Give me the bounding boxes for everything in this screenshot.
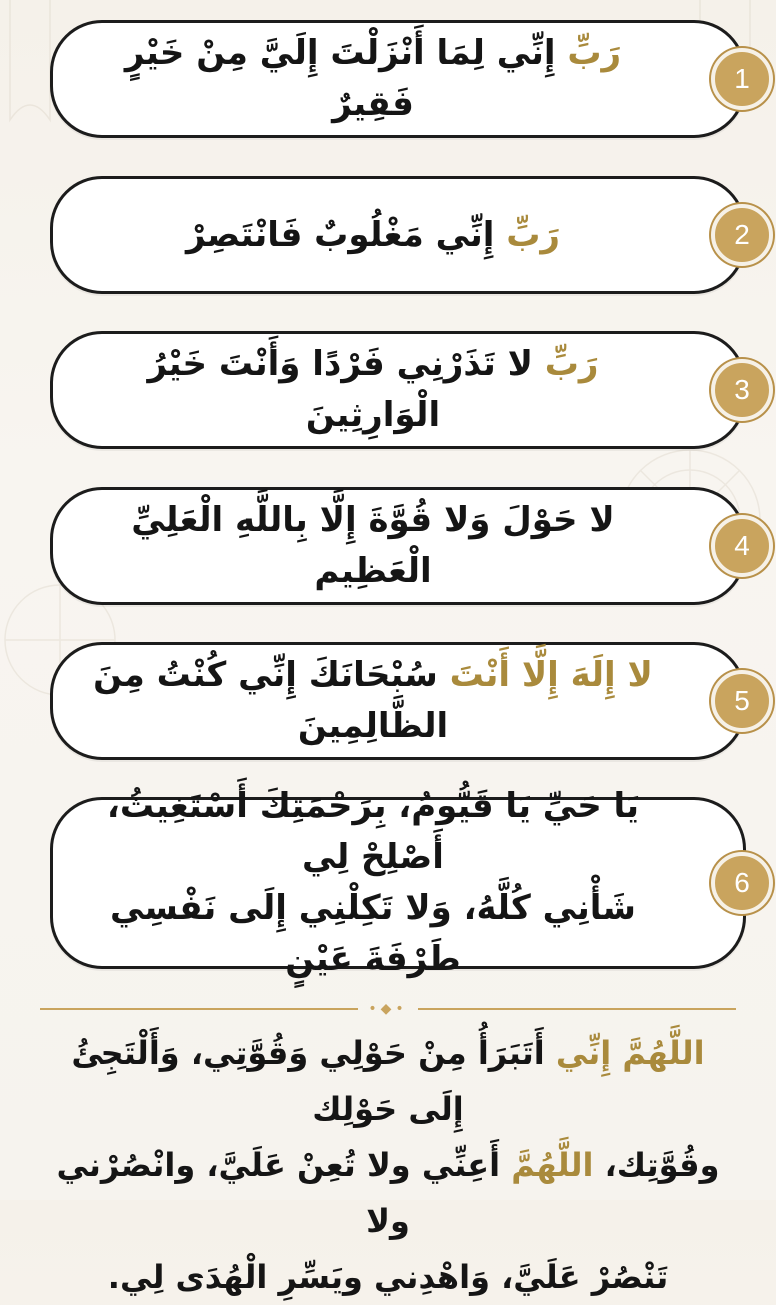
dua-text	[53, 781, 743, 985]
footer-dua	[40, 1025, 736, 1305]
footer-line	[40, 1137, 736, 1249]
dua-text-segment: لا حَوْلَ وَلا قُوَّةَ إِلَّا بِاللَّهِ الْعَلِيِّ الْعَظِيم	[131, 500, 615, 591]
dua-text-segment: أَتَبَرَأُ مِنْ حَوْلِي وَقُوَّتِي، وَأَلْتَجِئُ إِلَى حَوْلِك	[71, 1034, 556, 1128]
footer-line	[40, 1025, 736, 1137]
dua-card-3	[50, 331, 750, 449]
dua-text-segment: لا تَذَرْنِي فَرْدًا وَأَنْتَ خَيْرُ الْوَارِثِينَ	[147, 344, 545, 435]
dua-text-segment: سُبْحَانَكَ إِنِّي كُنْتُ مِنَ الظَّالِمِينَ	[93, 655, 450, 746]
dua-text-segment: تَنْصُرْ عَلَيَّ، وَاهْدِني ويَسِّرِ الْهُدَى لِي.	[107, 1258, 669, 1296]
dua-line	[186, 210, 560, 261]
dua-line	[93, 339, 653, 441]
number-badge: 5	[711, 670, 773, 732]
highlight-text: اللَّهُمَّ إِنِّي	[555, 1034, 705, 1072]
highlight-text: رَبِّ	[544, 344, 599, 384]
footer-line	[40, 1249, 736, 1305]
dua-line	[93, 28, 653, 130]
dua-text-segment: وقُوَّتِك،	[593, 1146, 720, 1184]
divider-ornament-icon: •◆•	[368, 1001, 408, 1017]
dua-text	[53, 28, 743, 130]
number-badge: 6	[711, 852, 773, 914]
dua-text	[53, 339, 743, 441]
ornamental-divider	[40, 1002, 736, 1016]
dua-text	[53, 495, 743, 597]
dua-card-5	[50, 642, 750, 760]
dua-text-segment: إِنِّي مَغْلُوبٌ فَانْتَصِرْ	[186, 214, 507, 255]
dua-line	[93, 883, 653, 985]
dua-text-segment: يَا حَيِّ يَا قَيُّومُ، بِرَحْمَتِكَ أَسْتَغِيثُ، أَصْلِحْ لِي	[106, 786, 640, 877]
dua-card-2	[50, 176, 750, 294]
dua-text-segment: إِنِّي لِمَا أَنْزَلْتَ إِلَيَّ مِنْ خَيْرٍ فَقِيرٌ	[124, 33, 568, 124]
divider-line-right	[418, 1008, 736, 1010]
highlight-text: اللَّهُمَّ	[511, 1146, 594, 1184]
dua-line	[93, 650, 653, 752]
dua-text-segment: شَأْنِي كُلَّهُ، وَلا تَكِلْنِي إِلَى نَفْسِي طَرْفَةَ عَيْنٍ	[110, 888, 636, 979]
highlight-text: لا إِلَهَ إِلَّا أَنْتَ	[449, 655, 653, 695]
number-badge: 3	[711, 359, 773, 421]
dua-text-segment: أَعِنِّي ولا تُعِنْ عَلَيَّ، وانْصُرْني ولا	[56, 1146, 512, 1240]
highlight-text: رَبِّ	[567, 33, 622, 73]
dua-card-6	[50, 786, 750, 979]
divider-line-left	[40, 1008, 358, 1010]
number-badge: 2	[711, 204, 773, 266]
dua-text	[53, 650, 743, 752]
dua-card-1	[50, 20, 750, 138]
number-badge: 4	[711, 515, 773, 577]
dua-card-4	[50, 487, 750, 605]
dua-text	[146, 210, 650, 261]
dua-line	[93, 495, 653, 597]
number-badge: 1	[711, 48, 773, 110]
dua-line	[93, 781, 653, 883]
highlight-text: رَبِّ	[506, 214, 561, 255]
